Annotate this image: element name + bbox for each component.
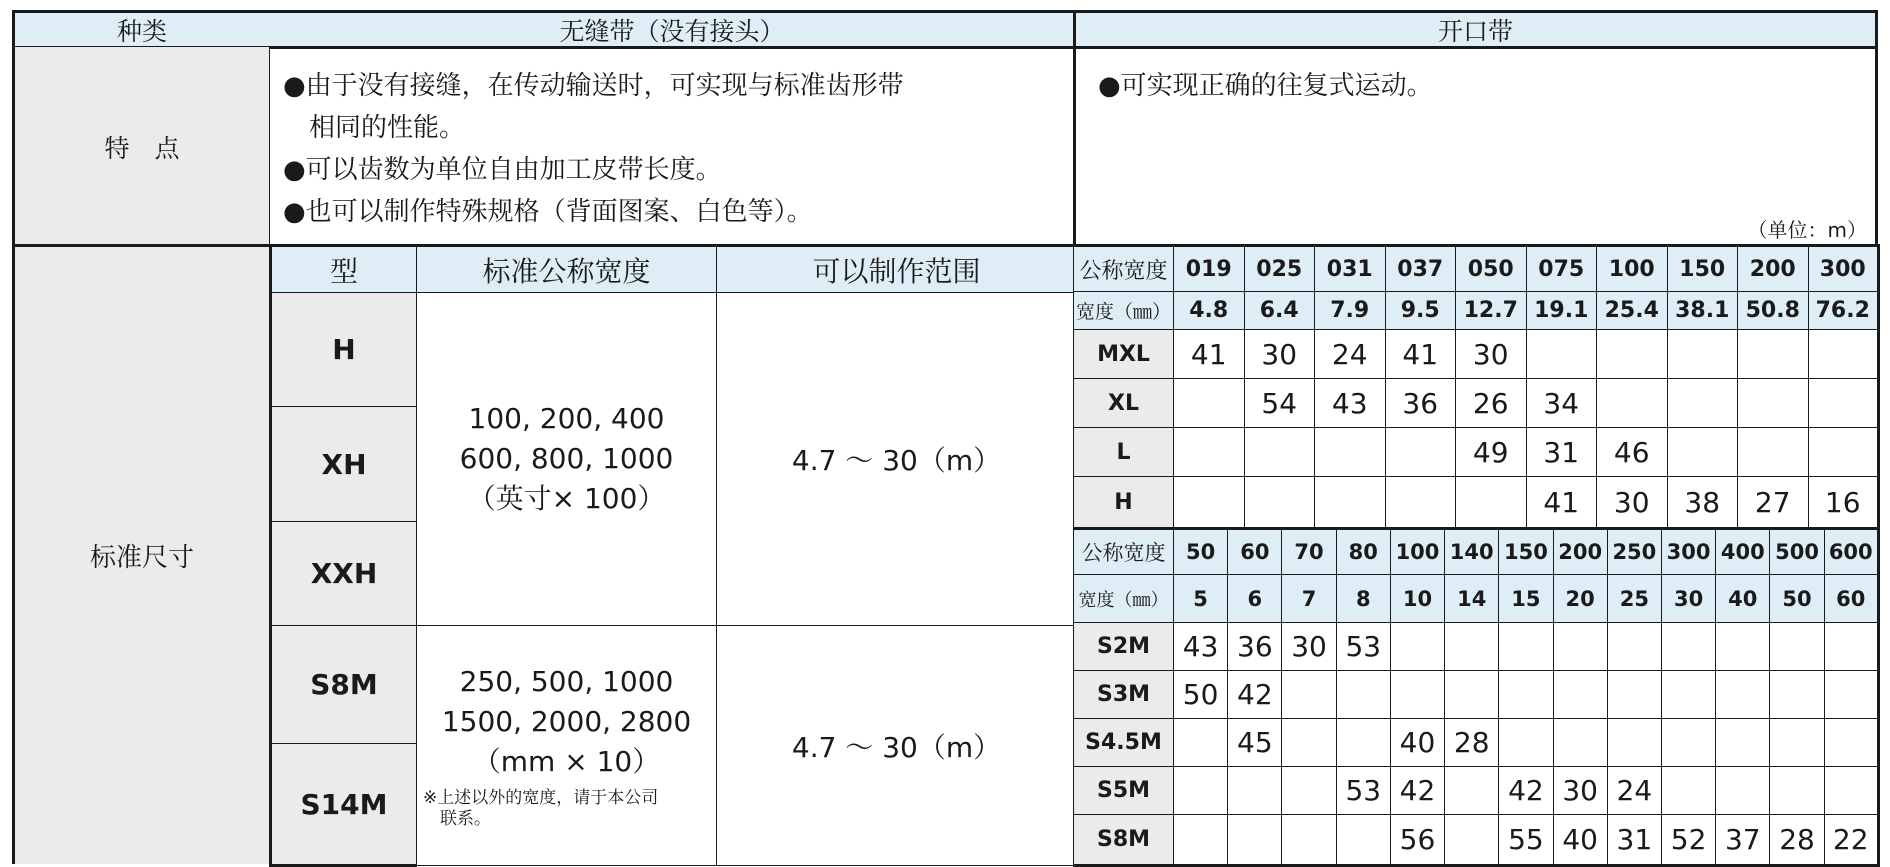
length-value-cell bbox=[1824, 719, 1878, 767]
length-value-cell bbox=[1336, 719, 1390, 767]
belt-type-cell: MXL bbox=[1074, 330, 1174, 379]
col-header-width: 标准公称宽度 bbox=[417, 246, 717, 293]
nominal-width-cell: 400 bbox=[1716, 529, 1770, 575]
length-value-cell bbox=[1770, 767, 1824, 815]
mm-width-cell: 6 bbox=[1228, 575, 1282, 623]
mm-width-cell: 50 bbox=[1770, 575, 1824, 623]
length-value-cell: 49 bbox=[1456, 428, 1527, 477]
nominal-width-cell: 300 bbox=[1808, 246, 1879, 292]
width-line: 100, 200, 400 bbox=[468, 402, 665, 435]
type-cell: S8M bbox=[271, 626, 417, 744]
nominal-width-cell: 100 bbox=[1597, 246, 1668, 292]
nominal-width-cell: 075 bbox=[1526, 246, 1597, 292]
length-value-cell bbox=[1174, 767, 1228, 815]
table-row bbox=[1074, 428, 1879, 477]
mm-width-cell: 19.1 bbox=[1526, 292, 1597, 330]
mm-width-cell: 10 bbox=[1390, 575, 1444, 623]
length-value-cell bbox=[1315, 477, 1386, 529]
length-value-cell bbox=[1824, 767, 1878, 815]
table-row bbox=[1074, 379, 1879, 428]
width-line: （英寸× 100） bbox=[467, 482, 666, 515]
nominal-width-cell: 025 bbox=[1244, 246, 1315, 292]
type-cell: S14M bbox=[271, 744, 417, 866]
length-value-cell bbox=[1607, 671, 1661, 719]
mm-width-header: 宽度（㎜） bbox=[1074, 575, 1174, 623]
length-value-cell: 30 bbox=[1244, 330, 1315, 379]
col-header-type: 型 bbox=[271, 246, 417, 293]
features-seamless-line: 相同的性能。 bbox=[283, 113, 466, 143]
belt-type-cell: H bbox=[1074, 477, 1174, 529]
mm-width-cell: 7 bbox=[1282, 575, 1336, 623]
mm-width-cell: 5 bbox=[1174, 575, 1228, 623]
length-value-cell: 24 bbox=[1607, 767, 1661, 815]
nominal-width-cell: 037 bbox=[1385, 246, 1456, 292]
belt-type-cell: S8M bbox=[1074, 815, 1174, 866]
length-value-cell: 55 bbox=[1499, 815, 1553, 866]
length-value-cell: 31 bbox=[1607, 815, 1661, 866]
nominal-width-cell: 150 bbox=[1667, 246, 1738, 292]
nominal-width-cell: 200 bbox=[1738, 246, 1809, 292]
nominal-width-cell: 80 bbox=[1336, 529, 1390, 575]
belt-type-cell: XL bbox=[1074, 379, 1174, 428]
length-value-cell: 43 bbox=[1315, 379, 1386, 428]
col-header-range: 可以制作范围 bbox=[717, 246, 1077, 293]
length-value-cell bbox=[1390, 623, 1444, 671]
features-label-cell bbox=[12, 47, 270, 246]
length-value-cell: 38 bbox=[1667, 477, 1738, 529]
width-line: 1500, 2000, 2800 bbox=[441, 704, 692, 738]
type-cell: H bbox=[271, 293, 417, 407]
nominal-width-cell: 70 bbox=[1282, 529, 1336, 575]
nominal-width-cell: 100 bbox=[1390, 529, 1444, 575]
mm-width-cell: 38.1 bbox=[1667, 292, 1738, 330]
mm-width-cell: 4.8 bbox=[1174, 292, 1245, 330]
length-value-cell bbox=[1597, 330, 1668, 379]
length-value-cell: 53 bbox=[1336, 623, 1390, 671]
length-value-cell bbox=[1499, 623, 1553, 671]
length-value-cell bbox=[1445, 767, 1499, 815]
length-value-cell bbox=[1661, 767, 1715, 815]
length-value-cell: 54 bbox=[1244, 379, 1315, 428]
nominal-width-cell: 050 bbox=[1456, 246, 1527, 292]
length-value-cell bbox=[1716, 719, 1770, 767]
length-value-cell: 36 bbox=[1385, 379, 1456, 428]
length-value-cell bbox=[1282, 671, 1336, 719]
length-value-cell bbox=[1738, 330, 1809, 379]
length-value-cell bbox=[1716, 623, 1770, 671]
length-value-cell bbox=[1445, 671, 1499, 719]
length-value-cell: 50 bbox=[1174, 671, 1228, 719]
belt-type-cell: S2M bbox=[1074, 623, 1174, 671]
length-value-cell bbox=[1824, 671, 1878, 719]
length-value-cell bbox=[1808, 428, 1879, 477]
length-value-cell: 53 bbox=[1336, 767, 1390, 815]
length-value-cell: 22 bbox=[1824, 815, 1878, 866]
open-size-table-inch bbox=[1073, 244, 1880, 529]
mm-width-cell: 9.5 bbox=[1385, 292, 1456, 330]
width-line: （mm × 10） bbox=[472, 744, 661, 778]
header-kind-label: 种类 bbox=[116, 16, 167, 46]
length-value-cell bbox=[1716, 671, 1770, 719]
length-value-cell bbox=[1282, 719, 1336, 767]
table-row bbox=[1074, 330, 1879, 379]
mm-width-cell: 14 bbox=[1445, 575, 1499, 623]
width-line: 250, 500, 1000 bbox=[459, 664, 674, 698]
features-seamless-line: ●可以齿数为单位自由加工皮带长度。 bbox=[283, 155, 722, 185]
header-seamless-cell bbox=[269, 10, 1075, 49]
length-value-cell: 26 bbox=[1456, 379, 1527, 428]
length-value-cell: 30 bbox=[1553, 767, 1607, 815]
length-value-cell bbox=[1597, 379, 1668, 428]
nominal-width-cell: 140 bbox=[1445, 529, 1499, 575]
features-seamless-cell bbox=[269, 47, 1075, 246]
range-cell-a: 4.7 ～ 30（m） bbox=[717, 293, 1077, 626]
length-value-cell bbox=[1661, 719, 1715, 767]
length-value-cell bbox=[1667, 428, 1738, 477]
features-open-cell bbox=[1073, 47, 1878, 246]
length-value-cell bbox=[1499, 719, 1553, 767]
length-value-cell: 16 bbox=[1808, 477, 1879, 529]
header-open-label: 开口带 bbox=[1437, 16, 1513, 46]
length-value-cell: 41 bbox=[1174, 330, 1245, 379]
length-value-cell bbox=[1738, 428, 1809, 477]
length-value-cell bbox=[1228, 767, 1282, 815]
length-value-cell: 30 bbox=[1282, 623, 1336, 671]
length-value-cell bbox=[1445, 815, 1499, 866]
length-value-cell bbox=[1456, 477, 1527, 529]
table-row bbox=[1074, 477, 1879, 529]
belt-type-cell: S3M bbox=[1074, 671, 1174, 719]
header-seamless-label: 无缝带（没有接头） bbox=[559, 16, 785, 46]
header-open-cell bbox=[1073, 10, 1878, 49]
table-row bbox=[1074, 671, 1879, 719]
length-value-cell bbox=[1282, 767, 1336, 815]
nominal-width-cell: 019 bbox=[1174, 246, 1245, 292]
mm-width-cell: 8 bbox=[1336, 575, 1390, 623]
length-value-cell: 45 bbox=[1228, 719, 1282, 767]
length-value-cell bbox=[1738, 379, 1809, 428]
length-value-cell bbox=[1445, 623, 1499, 671]
open-size-table-metric bbox=[1073, 527, 1880, 867]
nominal-width-header: 公称宽度 bbox=[1074, 529, 1174, 575]
length-value-cell bbox=[1667, 379, 1738, 428]
length-value-cell bbox=[1808, 379, 1879, 428]
range-cell-b: 4.7 ～ 30（m） bbox=[717, 626, 1077, 866]
length-value-cell bbox=[1385, 477, 1456, 529]
nominal-width-row bbox=[1074, 246, 1879, 292]
header-kind-cell bbox=[12, 10, 270, 49]
length-value-cell bbox=[1174, 428, 1245, 477]
length-value-cell bbox=[1315, 428, 1386, 477]
length-value-cell bbox=[1770, 623, 1824, 671]
length-value-cell bbox=[1390, 671, 1444, 719]
nominal-width-cell: 031 bbox=[1315, 246, 1386, 292]
length-value-cell bbox=[1244, 477, 1315, 529]
features-seamless-line: ●也可以制作特殊规格（背面图案、白色等）。 bbox=[283, 197, 813, 227]
belt-type-cell: S4.5M bbox=[1074, 719, 1174, 767]
nominal-width-cell: 60 bbox=[1228, 529, 1282, 575]
nominal-width-cell: 300 bbox=[1661, 529, 1715, 575]
nominal-width-cell: 200 bbox=[1553, 529, 1607, 575]
length-value-cell: 28 bbox=[1770, 815, 1824, 866]
length-value-cell: 41 bbox=[1526, 477, 1597, 529]
mm-width-row bbox=[1074, 575, 1879, 623]
mm-width-cell: 40 bbox=[1716, 575, 1770, 623]
type-cell: XH bbox=[271, 407, 417, 522]
length-value-cell bbox=[1499, 671, 1553, 719]
length-value-cell bbox=[1174, 379, 1245, 428]
length-value-cell bbox=[1607, 623, 1661, 671]
length-value-cell bbox=[1174, 719, 1228, 767]
length-value-cell: 30 bbox=[1456, 330, 1527, 379]
mm-width-cell: 60 bbox=[1824, 575, 1878, 623]
length-value-cell bbox=[1228, 815, 1282, 866]
mm-width-cell: 30 bbox=[1661, 575, 1715, 623]
length-value-cell bbox=[1661, 623, 1715, 671]
length-value-cell: 43 bbox=[1174, 623, 1228, 671]
length-value-cell bbox=[1282, 815, 1336, 866]
width-line: 600, 800, 1000 bbox=[459, 442, 674, 475]
length-value-cell bbox=[1244, 428, 1315, 477]
length-value-cell: 52 bbox=[1661, 815, 1715, 866]
length-value-cell: 42 bbox=[1228, 671, 1282, 719]
nominal-width-row bbox=[1074, 529, 1879, 575]
table-row bbox=[1074, 815, 1879, 866]
unit-note: （单位：m） bbox=[1747, 218, 1867, 242]
table-row bbox=[1074, 719, 1879, 767]
nominal-width-cell: 50 bbox=[1174, 529, 1228, 575]
seamless-size-table bbox=[269, 244, 1077, 867]
length-value-cell bbox=[1808, 330, 1879, 379]
length-value-cell bbox=[1661, 671, 1715, 719]
length-value-cell bbox=[1174, 477, 1245, 529]
width-note-line: ※上述以外的宽度，请于本公司 bbox=[423, 787, 659, 808]
standard-label-cell bbox=[12, 244, 270, 864]
length-value-cell: 42 bbox=[1390, 767, 1444, 815]
length-value-cell: 40 bbox=[1553, 815, 1607, 866]
length-value-cell bbox=[1336, 815, 1390, 866]
length-value-cell bbox=[1526, 330, 1597, 379]
nominal-width-cell: 500 bbox=[1770, 529, 1824, 575]
belt-type-cell: L bbox=[1074, 428, 1174, 477]
length-value-cell bbox=[1553, 623, 1607, 671]
mm-width-cell: 6.4 bbox=[1244, 292, 1315, 330]
length-value-cell: 27 bbox=[1738, 477, 1809, 529]
length-value-cell: 36 bbox=[1228, 623, 1282, 671]
mm-width-cell: 7.9 bbox=[1315, 292, 1386, 330]
table-row bbox=[1074, 623, 1879, 671]
nominal-width-header: 公称宽度 bbox=[1074, 246, 1174, 292]
features-label: 特 点 bbox=[104, 133, 180, 163]
width-cell-a bbox=[417, 293, 717, 626]
length-value-cell bbox=[1716, 767, 1770, 815]
length-value-cell: 28 bbox=[1445, 719, 1499, 767]
mm-width-cell: 25 bbox=[1607, 575, 1661, 623]
nominal-width-cell: 250 bbox=[1607, 529, 1661, 575]
belt-type-cell: S5M bbox=[1074, 767, 1174, 815]
mm-width-header: 宽度（㎜） bbox=[1074, 292, 1174, 330]
mm-width-cell: 20 bbox=[1553, 575, 1607, 623]
length-value-cell bbox=[1553, 671, 1607, 719]
length-value-cell: 41 bbox=[1385, 330, 1456, 379]
mm-width-cell: 76.2 bbox=[1808, 292, 1879, 330]
length-value-cell bbox=[1607, 719, 1661, 767]
length-value-cell: 30 bbox=[1597, 477, 1668, 529]
nominal-width-cell: 600 bbox=[1824, 529, 1878, 575]
standard-label: 标准尺寸 bbox=[89, 543, 194, 573]
length-value-cell: 40 bbox=[1390, 719, 1444, 767]
length-value-cell: 42 bbox=[1499, 767, 1553, 815]
length-value-cell bbox=[1667, 330, 1738, 379]
mm-width-row bbox=[1074, 292, 1879, 330]
length-value-cell: 46 bbox=[1597, 428, 1668, 477]
features-seamless-line: ●由于没有接缝，在传动输送时，可实现与标准齿形带 bbox=[283, 71, 904, 101]
mm-width-cell: 25.4 bbox=[1597, 292, 1668, 330]
length-value-cell bbox=[1385, 428, 1456, 477]
width-cell-b bbox=[417, 626, 717, 866]
length-value-cell bbox=[1824, 623, 1878, 671]
type-cell: XXH bbox=[271, 522, 417, 626]
mm-width-cell: 15 bbox=[1499, 575, 1553, 623]
length-value-cell bbox=[1770, 719, 1824, 767]
length-value-cell bbox=[1174, 815, 1228, 866]
features-open-line: ●可实现正确的往复式运动。 bbox=[1098, 71, 1433, 101]
width-note bbox=[417, 782, 716, 830]
nominal-width-cell: 150 bbox=[1499, 529, 1553, 575]
mm-width-cell: 50.8 bbox=[1738, 292, 1809, 330]
length-value-cell bbox=[1770, 671, 1824, 719]
length-value-cell: 37 bbox=[1716, 815, 1770, 866]
width-note-line: 联系。 bbox=[423, 808, 491, 829]
length-value-cell bbox=[1553, 719, 1607, 767]
length-value-cell bbox=[1336, 671, 1390, 719]
length-value-cell: 34 bbox=[1526, 379, 1597, 428]
mm-width-cell: 12.7 bbox=[1456, 292, 1527, 330]
length-value-cell: 31 bbox=[1526, 428, 1597, 477]
table-row bbox=[1074, 767, 1879, 815]
length-value-cell: 56 bbox=[1390, 815, 1444, 866]
length-value-cell: 24 bbox=[1315, 330, 1386, 379]
